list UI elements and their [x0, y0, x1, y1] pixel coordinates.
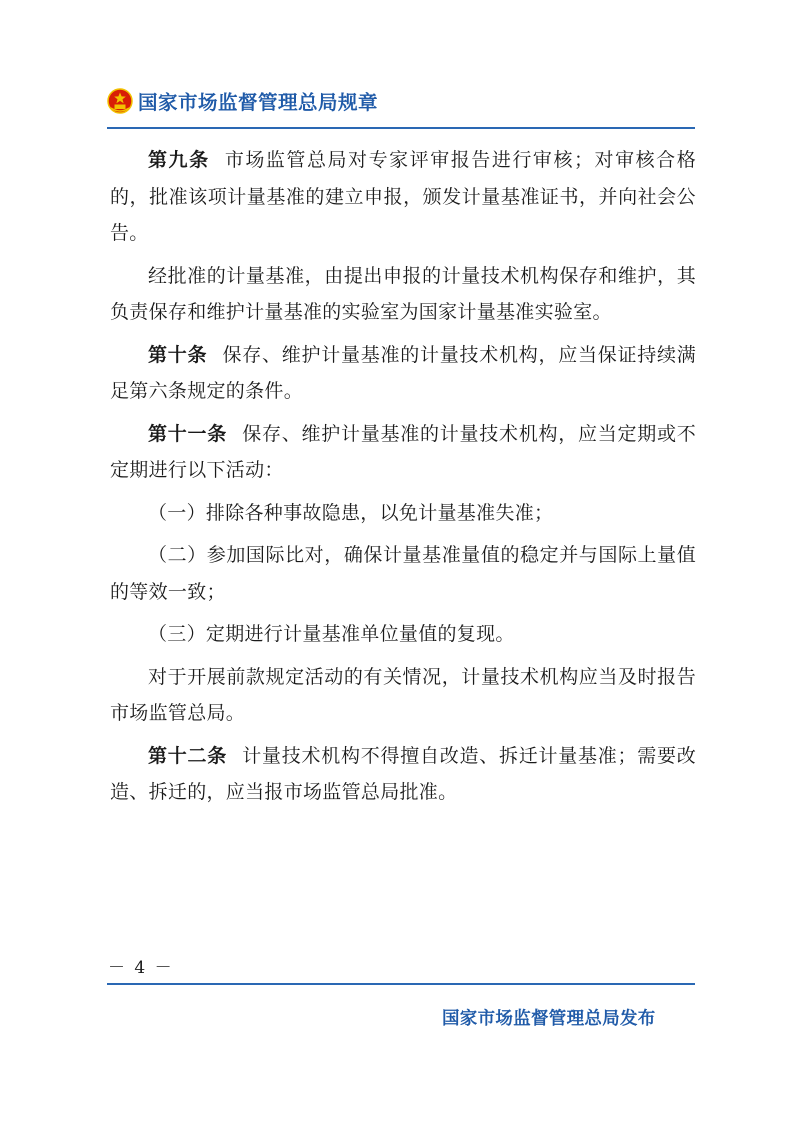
paragraph — [110, 337, 696, 410]
paragraph-text: 保存、维护计量基准的计量技术机构，应当定期或不定期进行以下活动： — [110, 422, 697, 481]
article-number: 第十二条 — [148, 744, 228, 767]
paragraph — [110, 258, 696, 331]
paragraph-text: 对于开展前款规定活动的有关情况，计量技术机构应当及时报告市场监管总局。 — [110, 665, 696, 724]
footer-publisher: 国家市场监督管理总局发布 — [442, 1009, 656, 1029]
paragraph-text: （一）排除各种事故隐患，以免计量基准失准； — [148, 501, 554, 524]
paragraph — [110, 659, 696, 732]
list-item — [110, 495, 696, 532]
page-header — [107, 86, 378, 116]
paragraph-text: 市场监管总局对专家评审报告进行审核；对审核合格的，批准该项计量基准的建立申报，颁发计量基准证书，并向社会公告。 — [110, 149, 696, 244]
paragraph-text: （三）定期进行计量基准单位量值的复现。 — [148, 623, 515, 645]
paragraph-text: （二）参加国际比对，确保计量基准量值的稳定并与国际上量值的等效一致； — [110, 544, 696, 603]
page-number: － 4 － — [108, 958, 174, 978]
paragraph — [110, 142, 696, 252]
header-title: 国家市场监督管理总局规章 — [138, 91, 379, 114]
paragraph-text: 保存、维护计量基准的计量技术机构，应当保证持续满足第六条规定的条件。 — [110, 343, 697, 402]
paragraph-text: 经批准的计量基准，由提出申报的计量技术机构保存和维护，其负责保存和维护计量基准的实验室为国家计量基准实验室。 — [110, 264, 696, 323]
article-number: 第九条 — [148, 149, 210, 171]
paragraph — [110, 416, 696, 489]
paragraph — [110, 738, 696, 811]
paragraph-text: 计量技术机构不得擅自改造、拆迁计量基准；需要改造、拆迁的，应当报市场监管总局批准。 — [110, 744, 697, 803]
regulation-body — [110, 142, 696, 817]
article-number: 第十条 — [148, 343, 208, 366]
list-item — [110, 616, 696, 653]
national-emblem-icon — [107, 88, 133, 114]
list-item — [110, 537, 696, 610]
header-divider — [107, 127, 695, 129]
footer-divider — [107, 983, 695, 985]
article-number: 第十一条 — [148, 422, 228, 445]
